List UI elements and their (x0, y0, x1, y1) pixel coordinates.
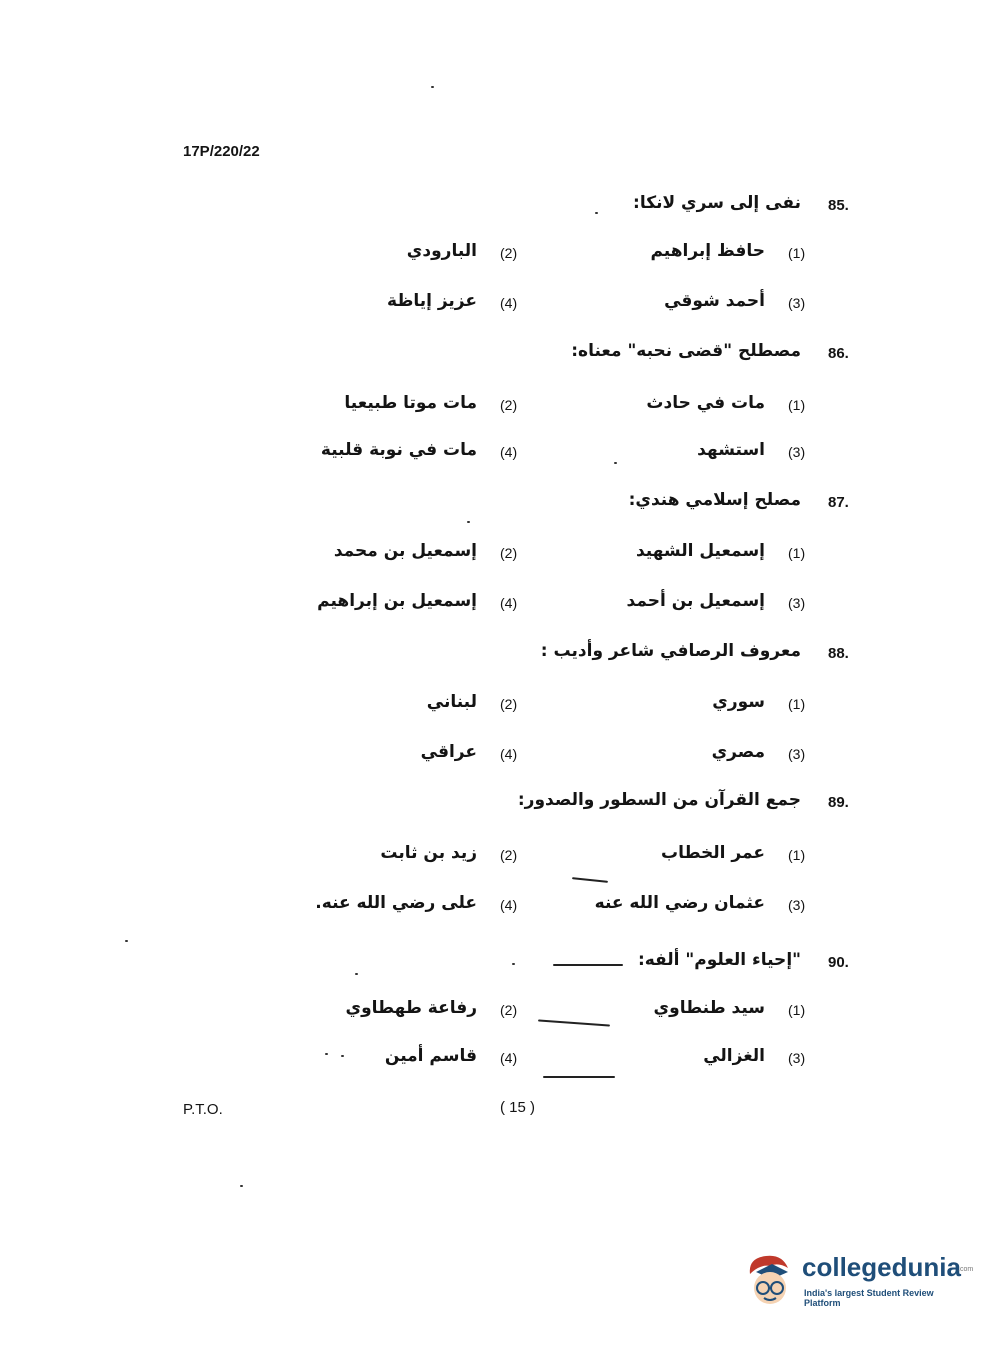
question-text: "إحياء العلوم" ألفه: (637, 950, 801, 970)
option-row (0, 241, 1001, 271)
question-87 (0, 490, 1001, 520)
scan-smudge (543, 1076, 615, 1078)
option-text: مات في حادث (646, 393, 765, 413)
option-row (0, 291, 1001, 321)
option-text: لبناني (426, 692, 477, 712)
question-86 (0, 341, 1001, 371)
option-text: الغزالي (703, 1046, 765, 1066)
scan-speck (355, 973, 358, 975)
scan-speck (467, 521, 470, 523)
mascot-icon (742, 1252, 798, 1312)
option-text: عثمان رضي الله عنه (594, 893, 765, 913)
paper-code: 17P/220/22 (183, 143, 260, 160)
option-number: (1) (788, 545, 806, 561)
option-number: (2) (500, 847, 518, 863)
option-number: (1) (788, 1002, 806, 1018)
option-number: (2) (500, 397, 518, 413)
scan-speck (125, 940, 128, 942)
question-text: معروف الرصافي شاعر وأديب : (540, 641, 801, 661)
option-row (0, 742, 1001, 772)
option-row (0, 591, 1001, 621)
option-row (0, 393, 1001, 423)
option-text: إسمعيل بن أحمد (626, 591, 765, 611)
option-number: (1) (788, 245, 806, 261)
option-text: مصري (711, 742, 765, 762)
question-number: 90. (828, 954, 849, 971)
brand-domain: .com (958, 1266, 974, 1273)
question-number: 88. (828, 645, 849, 662)
option-text: زيد بن ثابت (380, 843, 477, 863)
option-number: (3) (788, 295, 806, 311)
option-row (0, 893, 1001, 923)
option-number: (2) (500, 245, 518, 261)
scan-speck (431, 86, 434, 88)
option-text: على رضي الله عنه. (315, 893, 477, 913)
option-row (0, 998, 1001, 1028)
option-number: (3) (788, 444, 806, 460)
option-row (0, 440, 1001, 470)
scan-smudge (572, 877, 608, 883)
option-text: عزيز إياظة (387, 291, 477, 311)
option-number: (1) (788, 696, 806, 712)
question-number: 86. (828, 345, 849, 362)
question-88 (0, 641, 1001, 671)
option-number: (3) (788, 897, 806, 913)
option-row (0, 541, 1001, 571)
option-text: حافظ إبراهيم (650, 241, 765, 261)
option-number: (3) (788, 595, 806, 611)
option-text: إسمعيل الشهيد (635, 541, 765, 561)
pto-label: P.T.O. (183, 1101, 223, 1118)
scan-speck (512, 963, 515, 965)
option-text: إسمعيل بن إبراهيم (317, 591, 477, 611)
option-text: سوري (712, 692, 765, 712)
option-number: (3) (788, 1050, 806, 1066)
option-number: (4) (500, 746, 518, 762)
question-number: 85. (828, 197, 849, 214)
option-number: (4) (500, 295, 518, 311)
scan-speck (595, 212, 598, 214)
option-number: (2) (500, 696, 518, 712)
option-number: (3) (788, 746, 806, 762)
option-text: مات موتا طبيعيا (344, 393, 477, 413)
option-text: عمر الخطاب (661, 843, 765, 863)
option-text: أحمد شوقي (664, 291, 765, 311)
question-85 (0, 193, 1001, 223)
question-text: مصلح إسلامي هندي: (628, 490, 801, 510)
brand-tagline: India's largest Student Review Platform (804, 1288, 934, 1308)
scan-speck (341, 1055, 344, 1057)
scan-speck (325, 1053, 328, 1055)
question-number: 89. (828, 794, 849, 811)
option-number: (1) (788, 397, 806, 413)
page-number: ( 15 ) (500, 1099, 536, 1116)
option-number: (2) (500, 545, 518, 561)
option-number: (4) (500, 897, 518, 913)
option-text: مات في نوبة قلبية (320, 440, 477, 460)
option-text: استشهد (697, 440, 765, 460)
question-text: مصطلح "قضى نحبه" معناه: (571, 341, 801, 361)
option-row (0, 692, 1001, 722)
scan-speck (614, 462, 617, 464)
option-text: إسمعيل بن محمد (333, 541, 477, 561)
option-text: سيد طنطاوي (653, 998, 765, 1018)
option-text: قاسم أمين (384, 1046, 477, 1066)
option-row (0, 843, 1001, 873)
option-number: (1) (788, 847, 806, 863)
question-text: جمع القرآن من السطور والصدور: (517, 790, 801, 810)
option-text: رفاعة طهطاوي (345, 998, 477, 1018)
question-text: نفى إلى سري لانكا: (633, 193, 801, 213)
scan-smudge (553, 964, 623, 966)
option-number: (4) (500, 595, 518, 611)
option-number: (4) (500, 1050, 518, 1066)
collegedunia-logo (742, 1244, 972, 1314)
scan-speck (240, 1185, 243, 1187)
question-number: 87. (828, 494, 849, 511)
option-number: (2) (500, 1002, 518, 1018)
option-number: (4) (500, 444, 518, 460)
option-row (0, 1046, 1001, 1076)
option-text: البارودي (406, 241, 477, 261)
question-90 (0, 950, 1001, 980)
question-89 (0, 790, 1001, 820)
brand-name: collegedunia (802, 1252, 961, 1282)
option-text: عراقي (420, 742, 477, 762)
